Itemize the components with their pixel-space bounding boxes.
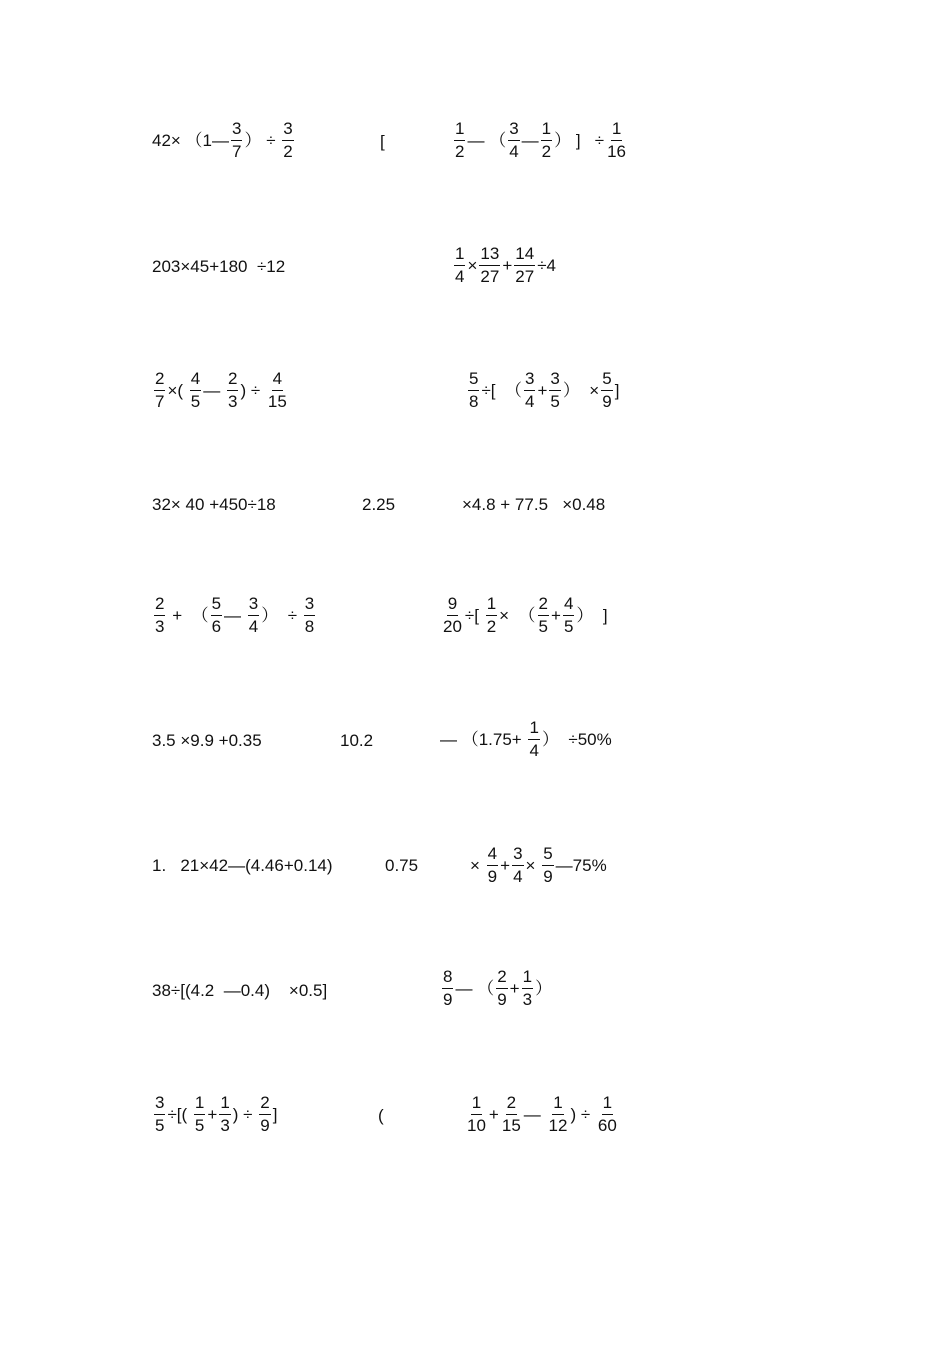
problem-12-lead — [340, 732, 373, 749]
denominator: 9 — [543, 866, 553, 886]
expr-text: 0.75 — [385, 856, 419, 875]
fraction — [154, 1094, 165, 1135]
expr-text: × — [470, 855, 485, 875]
problem-15 — [152, 982, 327, 999]
denominator: 4 — [455, 266, 465, 286]
numerator: 4 — [563, 595, 574, 616]
denominator: 6 — [211, 616, 222, 636]
numerator: 3 — [524, 370, 535, 391]
problem-11 — [152, 732, 262, 749]
fraction — [227, 370, 238, 411]
numerator: 5 — [211, 595, 222, 616]
expr-text: ） × — [562, 380, 600, 400]
expr-text: + — [551, 605, 561, 625]
problem-3 — [152, 258, 285, 275]
numerator: 1 — [486, 595, 497, 616]
denominator: 3 — [522, 989, 533, 1009]
denominator: 5 — [563, 616, 574, 636]
expr-text: ×( — [167, 380, 188, 400]
numerator: 1 — [552, 1094, 563, 1115]
fraction — [190, 370, 201, 411]
numerator: 2 — [227, 370, 238, 391]
fraction — [542, 845, 553, 886]
expr-text: + （ — [167, 605, 209, 625]
expr-text: ÷4 — [537, 255, 556, 275]
expr-text: 1. 21×42—(4.46+0.14) — [152, 856, 333, 875]
expr-text: + — [502, 255, 513, 275]
denominator: 4 — [513, 866, 523, 886]
expr-text: — — [203, 380, 225, 400]
numerator: 3 — [282, 120, 293, 141]
denominator: 27 — [480, 266, 500, 286]
problem-2-bracket — [380, 133, 385, 150]
expr-text: ] — [272, 1104, 278, 1124]
fraction — [267, 370, 288, 411]
fraction — [486, 595, 497, 636]
fraction — [496, 968, 507, 1009]
problem-7 — [152, 496, 276, 513]
fraction — [514, 245, 535, 286]
denominator: 7 — [232, 141, 242, 161]
fraction — [601, 370, 612, 411]
fraction — [541, 120, 552, 161]
problem-18 — [464, 1094, 620, 1135]
numerator: 1 — [611, 120, 622, 141]
numerator: 3 — [154, 1094, 165, 1115]
numerator: 1 — [522, 968, 533, 989]
fraction — [304, 595, 315, 636]
expr-text: 3.5 ×9.9 +0.35 — [152, 731, 262, 750]
denominator: 2 — [283, 141, 293, 161]
expr-text: × （ — [499, 605, 536, 625]
denominator: 10 — [467, 1115, 486, 1135]
expr-text: — — [521, 130, 539, 150]
expr-text: ) ÷ — [240, 380, 265, 400]
expr-text: ÷[( — [167, 1104, 192, 1124]
expr-text: 38÷[(4.2 —0.4) ×0.5] — [152, 981, 328, 1000]
fraction — [454, 245, 465, 286]
denominator: 2 — [455, 141, 465, 161]
fraction — [548, 1094, 569, 1135]
fraction — [508, 120, 519, 161]
expr-text: ） ] ÷ — [554, 130, 605, 150]
expr-text: ） — [535, 978, 553, 998]
problem-9 — [152, 595, 317, 636]
numerator: 3 — [231, 120, 242, 141]
numerator: 5 — [542, 845, 553, 866]
denominator: 5 — [538, 616, 549, 636]
problem-16 — [440, 968, 552, 1009]
problem-12 — [440, 719, 612, 760]
numerator: 1 — [471, 1094, 482, 1115]
expr-text: ÷[ （ — [481, 380, 522, 400]
fraction — [154, 370, 165, 411]
problem-17 — [152, 1094, 277, 1135]
expr-text: 32× 40 +450÷18 — [152, 495, 276, 514]
fraction — [524, 370, 535, 411]
denominator: 60 — [597, 1115, 617, 1135]
denominator: 7 — [155, 391, 165, 411]
fraction — [538, 595, 549, 636]
expr-text: + — [488, 1104, 499, 1124]
fraction — [528, 719, 539, 760]
problem-8 — [462, 496, 605, 513]
numerator: 9 — [447, 595, 458, 616]
fraction — [442, 968, 453, 1009]
denominator: 9 — [487, 866, 498, 886]
denominator: 15 — [501, 1115, 521, 1135]
numerator: 2 — [506, 1094, 517, 1115]
expr-text: 2.25 — [362, 495, 396, 514]
problem-13 — [152, 857, 333, 874]
expr-text: ） ] — [576, 605, 608, 625]
denominator: 5 — [155, 1115, 165, 1135]
fraction — [501, 1094, 522, 1135]
denominator: 5 — [190, 391, 201, 411]
fraction — [194, 1094, 205, 1135]
denominator: 16 — [607, 141, 627, 161]
problem-4 — [452, 245, 556, 286]
expr-text: 42× （1— — [152, 130, 230, 150]
fraction — [479, 245, 500, 286]
numerator: 3 — [549, 370, 560, 391]
numerator: 3 — [512, 845, 523, 866]
numerator: 1 — [528, 719, 539, 740]
denominator: 3 — [227, 391, 238, 411]
fraction — [466, 1094, 487, 1135]
problem-6 — [466, 370, 619, 411]
expr-text: ×4.8 + 77.5 ×0.48 — [462, 495, 606, 514]
expr-text: ） ÷50% — [541, 729, 612, 749]
fraction — [282, 120, 293, 161]
numerator: 14 — [514, 245, 535, 266]
denominator: 9 — [602, 391, 612, 411]
denominator: 8 — [304, 616, 315, 636]
problem-8-lead — [362, 496, 395, 513]
fraction — [522, 968, 533, 1009]
numerator: 5 — [468, 370, 479, 391]
numerator: 2 — [538, 595, 549, 616]
expr-text: ） ÷ — [244, 130, 281, 150]
expr-text: — — [224, 605, 246, 625]
expr-text: ÷[ — [464, 605, 484, 625]
numerator: 1 — [219, 1094, 230, 1115]
denominator: 5 — [550, 391, 560, 411]
expr-text: ） ÷ — [261, 605, 302, 625]
fraction — [487, 845, 498, 886]
fraction — [512, 845, 523, 886]
fraction — [468, 370, 479, 411]
denominator: 27 — [515, 266, 535, 286]
fraction — [219, 1094, 230, 1135]
denominator: 2 — [541, 141, 552, 161]
problem-1 — [152, 120, 296, 161]
expr-text: 203×45+180 ÷12 — [152, 257, 286, 276]
problem-14 — [470, 845, 607, 886]
numerator: 4 — [487, 845, 498, 866]
denominator: 15 — [267, 391, 287, 411]
fraction — [606, 120, 627, 161]
expr-text: + — [207, 1104, 218, 1124]
denominator: 20 — [443, 616, 462, 636]
expr-text: 10.2 — [340, 731, 374, 750]
denominator: 4 — [248, 616, 259, 636]
expr-text: — （ — [467, 130, 507, 150]
denominator: 3 — [155, 616, 165, 636]
problem-14-lead — [385, 857, 418, 874]
denominator: 4 — [524, 391, 535, 411]
denominator: 3 — [220, 1115, 230, 1135]
fraction — [454, 120, 465, 161]
denominator: 4 — [529, 740, 539, 760]
numerator: 8 — [442, 968, 453, 989]
denominator: 4 — [509, 141, 519, 161]
expr-text: [ — [380, 132, 385, 151]
expr-text: + — [537, 380, 548, 400]
denominator: 2 — [486, 616, 497, 636]
expr-text: ( — [378, 1106, 384, 1125]
denominator: 9 — [260, 1115, 270, 1135]
fraction — [154, 595, 165, 636]
expr-text: + — [509, 978, 520, 998]
denominator: 5 — [194, 1115, 205, 1135]
numerator: 5 — [601, 370, 612, 391]
numerator: 1 — [454, 245, 465, 266]
fraction — [563, 595, 574, 636]
fraction — [549, 370, 560, 411]
numerator: 2 — [154, 595, 165, 616]
numerator: 1 — [541, 120, 552, 141]
expr-text: ] — [614, 380, 620, 400]
expr-text: — （ — [455, 978, 495, 998]
numerator: 1 — [454, 120, 465, 141]
fraction — [211, 595, 222, 636]
fraction — [231, 120, 242, 161]
numerator: 3 — [508, 120, 519, 141]
numerator: 3 — [304, 595, 315, 616]
numerator: 2 — [496, 968, 507, 989]
problem-10 — [440, 595, 608, 636]
problem-2 — [452, 120, 629, 161]
numerator: 13 — [479, 245, 500, 266]
numerator: 1 — [194, 1094, 205, 1115]
numerator: 3 — [248, 595, 259, 616]
numerator: 2 — [259, 1094, 270, 1115]
expr-text: × — [525, 855, 541, 875]
problem-18-bracket — [378, 1107, 384, 1124]
expr-text: + — [500, 855, 511, 875]
expr-text: —75% — [555, 855, 607, 875]
expr-text: — （1.75+ — [440, 729, 527, 749]
fraction — [248, 595, 259, 636]
numerator: 1 — [602, 1094, 613, 1115]
numerator: 4 — [190, 370, 201, 391]
expr-text: ) ÷ — [232, 1104, 258, 1124]
fraction — [259, 1094, 270, 1135]
fraction — [442, 595, 463, 636]
numerator: 4 — [272, 370, 283, 391]
fraction — [597, 1094, 618, 1135]
expr-text: ) ÷ — [570, 1104, 595, 1124]
numerator: 2 — [154, 370, 165, 391]
denominator: 9 — [443, 989, 453, 1009]
expr-text: × — [467, 255, 478, 275]
expr-text: — — [523, 1104, 546, 1124]
denominator: 9 — [497, 989, 507, 1009]
denominator: 8 — [469, 391, 479, 411]
denominator: 12 — [548, 1115, 568, 1135]
problem-5 — [152, 370, 290, 411]
